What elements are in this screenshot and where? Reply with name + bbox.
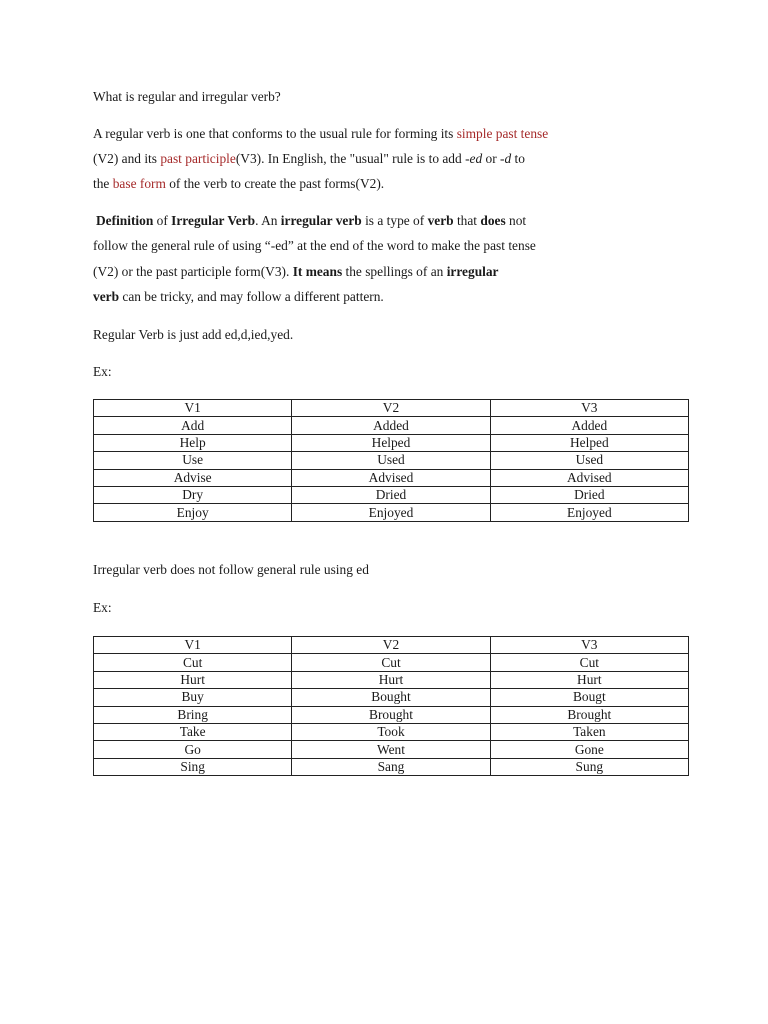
table-row bbox=[94, 741, 689, 758]
table-cell: Enjoyed bbox=[292, 504, 490, 521]
text: (V2) and its bbox=[93, 151, 161, 166]
table-cell: Advise bbox=[94, 469, 292, 486]
text: . An bbox=[255, 213, 281, 228]
table-cell: Added bbox=[292, 417, 490, 434]
table-row bbox=[94, 417, 689, 434]
table-row bbox=[94, 504, 689, 521]
bold-text: does bbox=[480, 213, 506, 228]
text: of the verb to create the past forms(V2). bbox=[165, 176, 385, 191]
table-row bbox=[94, 486, 689, 503]
text: of bbox=[153, 213, 172, 228]
text: that bbox=[453, 213, 481, 228]
text: or bbox=[482, 151, 501, 166]
table-cell: Go bbox=[94, 741, 292, 758]
table-row bbox=[94, 671, 689, 688]
text: (V3). In English, the "usual" rule is to add bbox=[235, 151, 466, 166]
table-cell: Dried bbox=[292, 486, 490, 503]
table-row bbox=[94, 452, 689, 469]
table-cell: Enjoy bbox=[94, 504, 292, 521]
text: not bbox=[505, 213, 527, 228]
table-cell: Went bbox=[292, 741, 490, 758]
table-cell: Dry bbox=[94, 486, 292, 503]
table-cell: Gone bbox=[490, 741, 688, 758]
regular-def-line-3 bbox=[93, 176, 384, 192]
table-cell: Bring bbox=[94, 706, 292, 723]
example-label: Ex: bbox=[93, 364, 112, 379]
regular-verb-table bbox=[93, 399, 689, 522]
table-cell: Enjoyed bbox=[490, 504, 688, 521]
header-cell: V2 bbox=[292, 637, 490, 654]
bold-text: Definition bbox=[96, 213, 154, 228]
table-cell: Help bbox=[94, 434, 292, 451]
table-cell: Cut bbox=[94, 654, 292, 671]
table-cell: Sung bbox=[490, 758, 688, 775]
table-cell: Advised bbox=[292, 469, 490, 486]
table-cell: Added bbox=[490, 417, 688, 434]
example-label: Ex: bbox=[93, 600, 112, 615]
table-cell: Bougt bbox=[490, 689, 688, 706]
bold-text: verb bbox=[427, 213, 454, 228]
text: the spellings of an bbox=[342, 264, 447, 279]
table-cell: Cut bbox=[490, 654, 688, 671]
table-cell: Helped bbox=[292, 434, 490, 451]
header-cell: V3 bbox=[490, 400, 688, 417]
table-header-row bbox=[94, 637, 689, 654]
table-row bbox=[94, 758, 689, 775]
regular-note: Regular Verb is just add ed,d,ied,yed. bbox=[93, 327, 294, 342]
header-cell: V2 bbox=[292, 400, 490, 417]
table-row bbox=[94, 434, 689, 451]
text: to bbox=[511, 151, 525, 166]
link-past-participle[interactable]: past participle bbox=[160, 151, 236, 166]
header-cell: V3 bbox=[490, 637, 688, 654]
table-row bbox=[94, 706, 689, 723]
irregular-note: Irregular verb does not follow general rule using ed bbox=[93, 562, 369, 577]
text: A regular verb is one that conforms to the usual rule for forming its bbox=[93, 126, 457, 141]
table-cell: Used bbox=[490, 452, 688, 469]
text: the bbox=[93, 176, 113, 191]
text: (V2) or the past participle form(V3). bbox=[93, 264, 293, 279]
table-cell: Take bbox=[94, 723, 292, 740]
table-header-row bbox=[94, 400, 689, 417]
table-row bbox=[94, 689, 689, 706]
table-cell: Dried bbox=[490, 486, 688, 503]
bold-text: It means bbox=[292, 264, 343, 279]
table-cell: Cut bbox=[292, 654, 490, 671]
bold-text: Irregular Verb bbox=[171, 213, 256, 228]
irregular-verb-table bbox=[93, 636, 689, 776]
irregular-def-line-1 bbox=[96, 213, 526, 229]
header-cell: V1 bbox=[94, 400, 292, 417]
table-cell: Took bbox=[292, 723, 490, 740]
bold-text: irregular verb bbox=[280, 213, 362, 228]
header-cell: V1 bbox=[94, 637, 292, 654]
link-base-form[interactable]: base form bbox=[112, 176, 166, 191]
regular-def-line-1 bbox=[93, 126, 548, 142]
table-cell: Hurt bbox=[292, 671, 490, 688]
link-simple-past-tense[interactable]: simple past tense bbox=[456, 126, 549, 141]
suffix-ed: -ed bbox=[465, 151, 483, 166]
table-row bbox=[94, 469, 689, 486]
text: is a type of bbox=[361, 213, 428, 228]
doc-title: What is regular and irregular verb? bbox=[93, 89, 281, 104]
bold-text: irregular bbox=[446, 264, 499, 279]
table-row bbox=[94, 723, 689, 740]
table-cell: Sang bbox=[292, 758, 490, 775]
irregular-def-line-2: follow the general rule of using “-ed” at the end of the word to make the past tense bbox=[93, 238, 536, 253]
table-cell: Hurt bbox=[490, 671, 688, 688]
table-cell: Advised bbox=[490, 469, 688, 486]
table-cell: Use bbox=[94, 452, 292, 469]
table-cell: Sing bbox=[94, 758, 292, 775]
suffix-d: -d bbox=[500, 151, 512, 166]
irregular-def-line-3 bbox=[93, 264, 499, 280]
irregular-def-line-4 bbox=[93, 289, 384, 305]
table-cell: Brought bbox=[490, 706, 688, 723]
table-row bbox=[94, 654, 689, 671]
regular-def-line-2 bbox=[93, 151, 525, 167]
table-cell: Helped bbox=[490, 434, 688, 451]
table-cell: Bought bbox=[292, 689, 490, 706]
table-cell: Hurt bbox=[94, 671, 292, 688]
table-cell: Taken bbox=[490, 723, 688, 740]
table-cell: Buy bbox=[94, 689, 292, 706]
table-cell: Used bbox=[292, 452, 490, 469]
text: can be tricky, and may follow a different pattern. bbox=[119, 289, 384, 304]
table-cell: Brought bbox=[292, 706, 490, 723]
table-cell: Add bbox=[94, 417, 292, 434]
bold-text: verb bbox=[93, 289, 120, 304]
